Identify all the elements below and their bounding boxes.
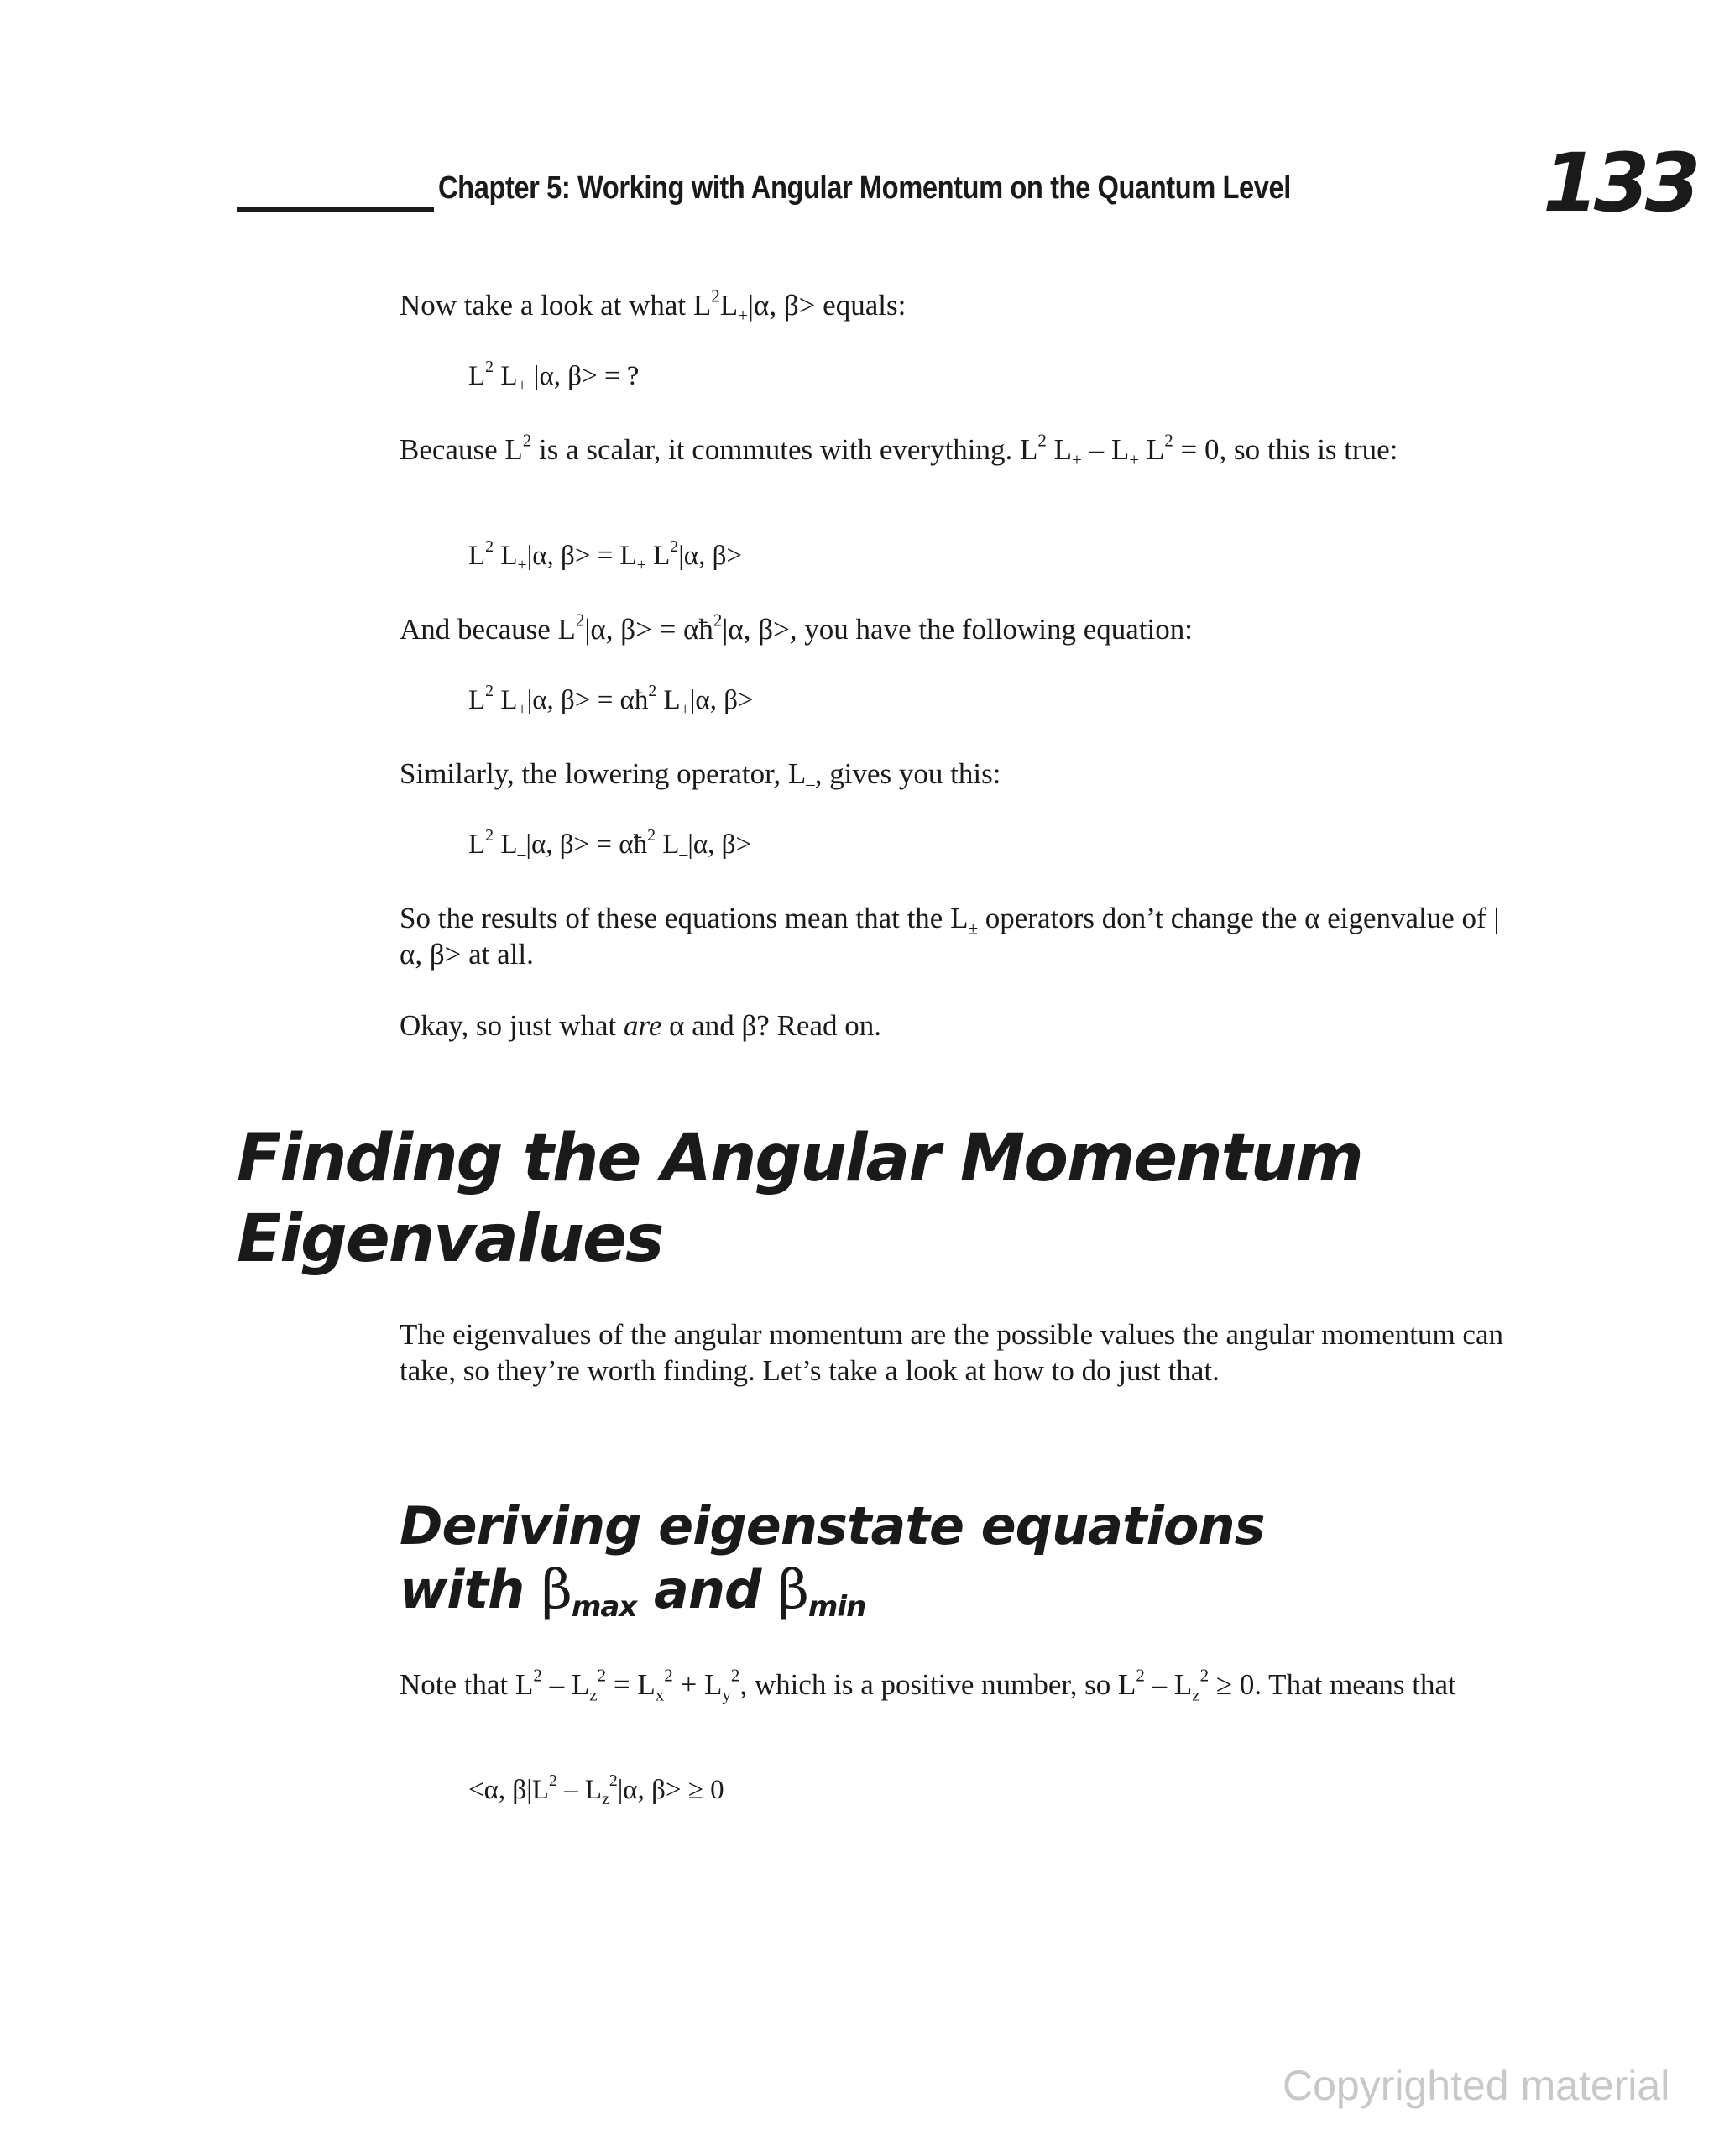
subsection-heading: Deriving eigenstate equations with $\beta_{max}$ and $\beta_{min}$ (400, 1495, 1265, 1625)
equation-lowering: $L^2$ $L_-|\alpha$, $\beta> = \alpha ħ^2$ $L_-|\alpha$, β> (468, 826, 752, 863)
paragraph-eigenvalues-intro: The eigenvalues of the angular momentum are the possible values the angular momentum can take, so they’re worth finding. Let’s take a look at how to do just that. (400, 1318, 1503, 1387)
paragraph-commutes: Because $L^2$ is a scalar, it commutes with everything. $L^2$ $L_+ - L_+$ $L^2 = 0$, so this is true: (400, 430, 1398, 470)
page-number: 133 (1543, 136, 1696, 230)
copyright-watermark: Copyrighted material (1283, 2062, 1670, 2109)
equation-raising: $L^2$ $L_+|\alpha$, $\beta> = \alpha ħ^2$ $L_+|\alpha$, β> (468, 682, 754, 719)
equation-inequality: <α, $\beta|L^2 - L_z^2|\alpha$, β> ≥ 0 (468, 1771, 724, 1808)
header-rule (237, 207, 434, 212)
paragraph-note: Note that $L^2 - L_z^2 = L_x^2 + L_y^2$, which is a positive number, so $L^2 - L_z^2 \ge 0$. That means that (400, 1665, 1456, 1705)
paragraph-lowering: Similarly, the lowering operator, $L_-$, gives you this: (400, 757, 1001, 794)
paragraph-okay: Okay, so just what are α and β? Read on. (400, 1009, 882, 1042)
running-header-title: Chapter 5: Working with Angular Momentum on the Quantum Level (438, 170, 1291, 206)
paragraph-intro: Now take a look at what $L^2L_+|\alpha$, β> equals: (400, 285, 907, 326)
paragraph-results: So the results of these equations mean that the $L_\pm$ operators don’t change the α eigenvalue of |α, β> at all. (400, 902, 1500, 971)
paragraph-because: And because $L^2|\alpha$, $\beta> = \alpha ħ^2|\alpha$, β>, you have the following equation: (400, 610, 1193, 646)
equation-commutation: $L^2$ $L_+|\alpha$, $\beta> = L_+$ $L^2|\alpha$, β> (468, 537, 742, 574)
equation-question: $L^2$ $L_+$ |α, β> = ? (468, 358, 640, 395)
section-heading: Finding the Angular Momentum Eigenvalues (237, 1121, 1362, 1277)
